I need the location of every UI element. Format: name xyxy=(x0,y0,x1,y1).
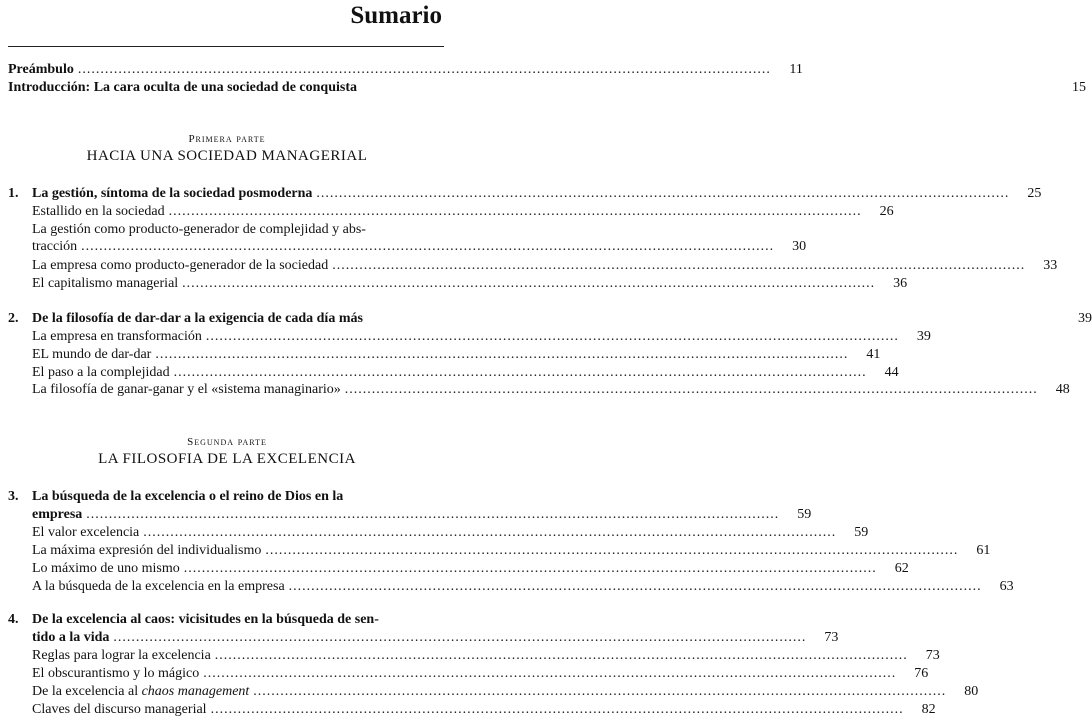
toc-page-number: 41 xyxy=(866,347,881,362)
chapter-title: empresa xyxy=(32,507,83,522)
toc-page-number: 62 xyxy=(894,561,909,576)
toc-section[interactable] xyxy=(8,525,869,541)
toc-page-number: 39 xyxy=(1077,311,1092,326)
dot-leader xyxy=(78,62,771,78)
toc-page-number: 73 xyxy=(925,648,940,663)
chapter-number: 3. xyxy=(8,489,19,504)
toc-section[interactable] xyxy=(8,543,991,559)
section-title: El valor excelencia xyxy=(32,525,140,540)
dot-leader xyxy=(174,365,867,381)
title-rule xyxy=(8,46,444,47)
part-title: LA FILOSOFIA DE LA EXCELENCIA xyxy=(98,451,356,467)
toc-section[interactable] xyxy=(8,579,1014,595)
toc-entry-introduccion[interactable] xyxy=(8,80,1086,96)
dot-leader xyxy=(143,525,836,541)
page-title: Sumario xyxy=(350,2,442,29)
toc-page-number: 11 xyxy=(789,62,803,77)
toc-page-number: 26 xyxy=(879,204,894,219)
toc-page-number: 39 xyxy=(916,329,931,344)
dot-leader xyxy=(113,630,806,646)
dot-leader xyxy=(345,382,1038,398)
dot-leader xyxy=(182,276,875,292)
section-title: La empresa como producto-generador de la sociedad xyxy=(32,258,329,273)
toc-page-number: 36 xyxy=(893,276,908,291)
section-title: La empresa en transformación xyxy=(32,329,202,344)
part-label: Segunda parte xyxy=(187,436,267,448)
chapter-number: 2. xyxy=(8,311,19,326)
dot-leader xyxy=(169,204,862,220)
section-title: Reglas para lograr la excelencia xyxy=(32,648,211,663)
dot-leader xyxy=(253,684,946,700)
toc-page-number: 25 xyxy=(1027,186,1042,201)
toc-section[interactable] xyxy=(8,666,929,682)
dot-leader xyxy=(316,186,1009,202)
section-title: De la excelencia al xyxy=(32,684,139,699)
toc-section[interactable] xyxy=(8,204,894,220)
section-title: A la búsqueda de la excelencia en la empresa xyxy=(32,579,285,594)
toc-page-number: 30 xyxy=(792,239,807,254)
part-title: HACIA UNA SOCIEDAD MANAGERIAL xyxy=(86,148,368,164)
toc-section[interactable] xyxy=(8,329,931,345)
dot-leader xyxy=(86,507,779,523)
section-title: Claves del discurso managerial xyxy=(32,702,207,717)
dot-leader xyxy=(215,648,908,664)
dot-leader xyxy=(206,329,899,345)
toc-section[interactable] xyxy=(8,347,881,363)
toc-page-number: 44 xyxy=(884,365,899,380)
dot-leader xyxy=(211,702,904,718)
section-title: EL mundo de dar-dar xyxy=(32,347,152,362)
toc-entry-title: Preámbulo xyxy=(8,62,74,77)
dot-leader xyxy=(155,347,848,363)
chapter-title: tido a la vida xyxy=(32,630,110,645)
chapter-title: La búsqueda de la excelencia o el reino de Dios en la xyxy=(32,489,344,504)
toc-page-number: 82 xyxy=(921,702,936,717)
toc-entry-preambulo[interactable] xyxy=(8,62,803,78)
section-title: Lo máximo de uno mismo xyxy=(32,561,180,576)
toc-section[interactable] xyxy=(8,648,940,664)
toc-page-number: 33 xyxy=(1043,258,1058,273)
chapter-number: 4. xyxy=(8,612,19,627)
section-title: La filosofía de ganar-ganar y el «sistema managinario» xyxy=(32,382,341,397)
toc-page-number: 48 xyxy=(1055,382,1070,397)
section-title-line[interactable]: La gestión como producto-generador de complejidad y abs- xyxy=(32,222,366,237)
toc-section[interactable] xyxy=(8,239,807,255)
dot-leader xyxy=(332,258,1025,274)
toc-page-number: 76 xyxy=(914,666,929,681)
dot-leader xyxy=(81,239,774,255)
section-title: La máxima expresión del individualismo xyxy=(32,543,262,558)
toc-chapter-4-line1[interactable] xyxy=(8,612,444,628)
dot-leader xyxy=(184,561,877,577)
toc-page-number: 59 xyxy=(797,507,812,522)
part-label: Primera parte xyxy=(188,133,266,145)
toc-chapter-4[interactable] xyxy=(8,630,839,646)
chapter-number: 1. xyxy=(8,186,19,201)
toc-page-number: 15 xyxy=(1072,80,1086,95)
toc-page-number: 63 xyxy=(999,579,1014,594)
toc-chapter-2[interactable] xyxy=(8,311,1092,327)
toc-section[interactable] xyxy=(8,684,979,700)
toc-section[interactable] xyxy=(8,276,908,292)
dot-leader xyxy=(265,543,958,559)
section-title: El paso a la complejidad xyxy=(32,365,170,380)
toc-section[interactable] xyxy=(8,702,936,718)
chapter-title: La gestión, síntoma de la sociedad posmoderna xyxy=(32,186,313,201)
chapter-title: De la filosofía de dar-dar a la exigencia de cada día más xyxy=(32,311,363,326)
toc-chapter-1[interactable] xyxy=(8,186,1042,202)
toc-page-number: 80 xyxy=(964,684,979,699)
toc-page-number: 73 xyxy=(824,630,839,645)
toc-section[interactable] xyxy=(8,365,899,381)
toc-chapter-3[interactable] xyxy=(8,507,812,523)
dot-leader xyxy=(289,579,982,595)
section-title: Estallido en la sociedad xyxy=(32,204,165,219)
toc-chapter-3-line1[interactable] xyxy=(8,489,444,505)
toc-section[interactable] xyxy=(8,258,1058,274)
toc-entry-title: Introducción: La cara oculta de una sociedad de conquista xyxy=(8,80,357,95)
toc-section[interactable] xyxy=(8,561,909,577)
dot-leader xyxy=(203,666,896,682)
section-title: tracción xyxy=(32,239,78,254)
toc-page-number: 61 xyxy=(976,543,991,558)
toc-page-number: 59 xyxy=(854,525,869,540)
chapter-title: De la excelencia al caos: vicisitudes en la búsqueda de sen- xyxy=(32,612,379,627)
toc-section[interactable] xyxy=(8,382,1070,398)
section-title: El obscurantismo y lo mágico xyxy=(32,666,200,681)
section-title: El capitalismo managerial xyxy=(32,276,179,291)
section-title-italic: chaos management xyxy=(141,684,250,699)
